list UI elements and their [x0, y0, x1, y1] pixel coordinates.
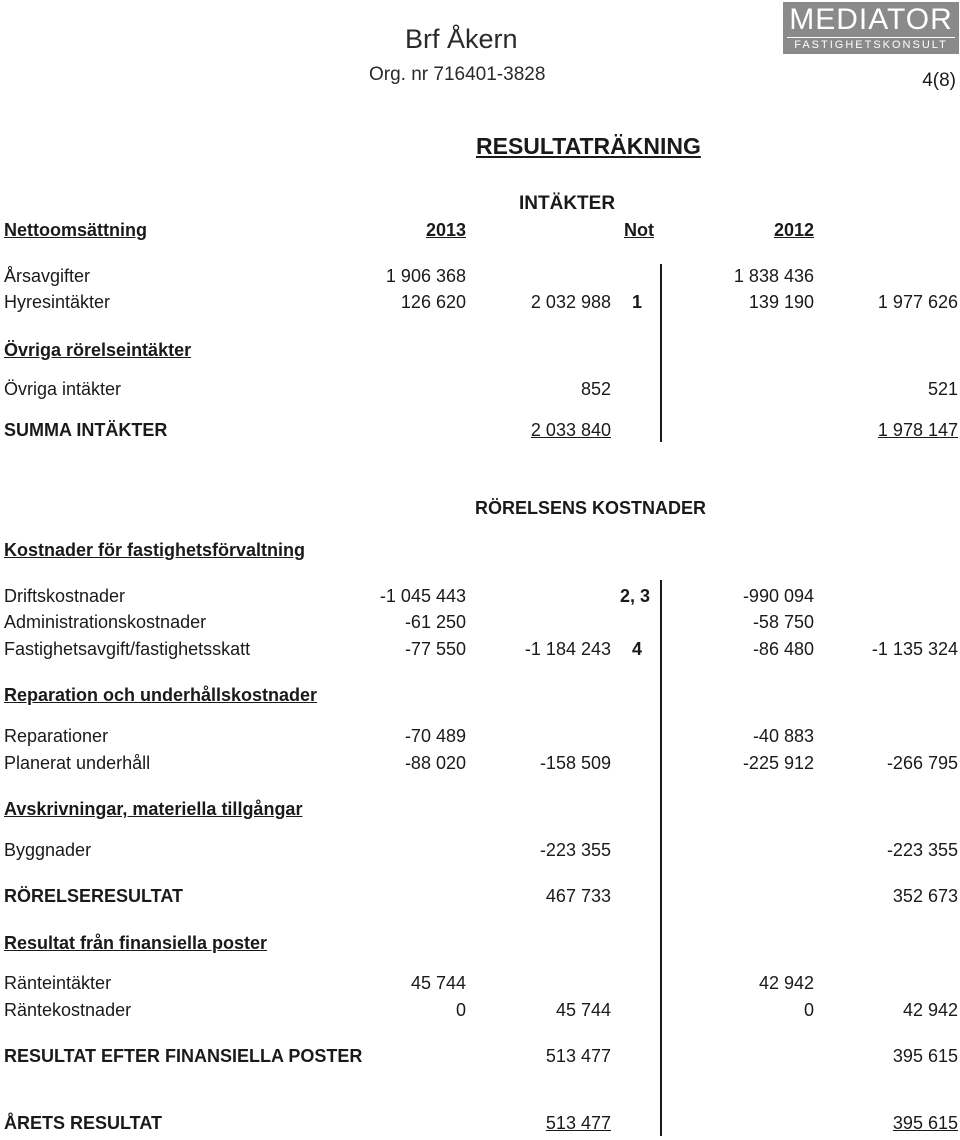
row-label: Driftskostnader [4, 586, 126, 606]
row-label: SUMMA INTÄKTER [4, 420, 168, 440]
table-row [0, 840, 960, 864]
value-2012: -990 094 [742, 586, 814, 606]
group-heading-ovriga-rorelseintakter: Övriga rörelseintäkter [4, 340, 192, 360]
section-heading-kostnader: RÖRELSENS KOSTNADER [475, 498, 707, 518]
value-2012: -225 912 [742, 753, 814, 773]
value-2012: -58 750 [752, 612, 814, 632]
organization-name: Brf Åkern [405, 24, 518, 54]
value-2013: -77 550 [404, 639, 466, 659]
logo-main-text: MEDIATOR [789, 3, 953, 36]
table-row [0, 586, 960, 610]
group-heading-avskrivningar: Avskrivningar, materiella tillgångar [4, 799, 303, 819]
value-2012: -86 480 [752, 639, 814, 659]
summary-row [0, 1046, 960, 1070]
table-row [0, 379, 960, 403]
row-label: Räntekostnader [4, 1000, 132, 1020]
row-label: Ränteintäkter [4, 973, 112, 993]
row-label: RESULTAT EFTER FINANSIELLA POSTER [4, 1046, 363, 1066]
total-2012: 521 [927, 379, 958, 399]
group-row [0, 799, 960, 823]
total-2012: 1 977 626 [877, 292, 958, 312]
total-2012: -223 355 [886, 840, 958, 860]
total-2013: 513 477 [545, 1113, 611, 1133]
value-2013: -61 250 [404, 612, 466, 632]
table-row [0, 973, 960, 997]
note-reference: 4 [632, 639, 643, 659]
mediator-logo [783, 2, 959, 54]
logo-sub-text: FASTIGHETSKONSULT [787, 37, 955, 51]
row-label: Byggnader [4, 840, 92, 860]
total-2013: 2 032 988 [530, 292, 611, 312]
group-row [0, 540, 960, 564]
value-2013: -1 045 443 [379, 586, 466, 606]
total-2012: -266 795 [886, 753, 958, 773]
value-2012: 139 190 [748, 292, 814, 312]
note-reference: 1 [632, 292, 643, 312]
total-2012: -1 135 324 [871, 639, 958, 659]
row-label: Fastighetsavgift/fastighetsskatt [4, 639, 251, 659]
total-2012: 395 615 [892, 1046, 958, 1066]
value-2013: 0 [455, 1000, 466, 1020]
total-2012: 1 978 147 [877, 420, 958, 440]
table-row [0, 639, 960, 663]
value-2012: 0 [803, 1000, 814, 1020]
summary-row [0, 886, 960, 910]
row-label: Övriga intäkter [4, 379, 122, 399]
value-2013: 45 744 [410, 973, 466, 993]
total-2013: 852 [580, 379, 611, 399]
organization-number: Org. nr 716401-3828 [369, 64, 546, 85]
column-header-not: Not [624, 220, 654, 240]
value-2012: 1 838 436 [733, 266, 814, 286]
table-row [0, 726, 960, 750]
table-row [0, 266, 960, 290]
group-heading-finansiella-poster: Resultat från finansiella poster [4, 933, 268, 953]
total-2013: -158 509 [539, 753, 611, 773]
page-number: 4(8) [922, 70, 956, 91]
document-title: RESULTATRÄKNING [476, 133, 701, 159]
total-2013: -223 355 [539, 840, 611, 860]
group-heading-reparation-underhall: Reparation och underhållskostnader [4, 685, 318, 705]
section-heading-intakter: INTÄKTER [519, 193, 616, 214]
total-2012: 42 942 [902, 1000, 958, 1020]
group-row [0, 685, 960, 709]
intakter-column-header-row [0, 220, 960, 244]
row-label: ÅRETS RESULTAT [4, 1113, 162, 1133]
table-row [0, 753, 960, 777]
column-header-2013: 2013 [425, 220, 466, 240]
group-row [0, 340, 960, 364]
total-2012: 395 615 [892, 1113, 958, 1133]
row-label: Hyresintäkter [4, 292, 111, 312]
value-2013: -70 489 [404, 726, 466, 746]
row-label: RÖRELSERESULTAT [4, 886, 183, 906]
summary-row [0, 1113, 960, 1137]
table-row [0, 1000, 960, 1024]
total-2012: 352 673 [892, 886, 958, 906]
value-2012: 42 942 [758, 973, 814, 993]
group-heading-nettoomsattning: Nettoomsättning [4, 220, 147, 240]
total-2013: 45 744 [555, 1000, 611, 1020]
row-label: Årsavgifter [4, 266, 91, 286]
row-label: Administrationskostnader [4, 612, 207, 632]
group-heading-fastighetsforvaltning: Kostnader för fastighetsförvaltning [4, 540, 306, 560]
value-2012: -40 883 [752, 726, 814, 746]
value-2013: 126 620 [400, 292, 466, 312]
row-label: Reparationer [4, 726, 109, 746]
group-row [0, 933, 960, 957]
value-2013: -88 020 [404, 753, 466, 773]
note-reference: 2, 3 [620, 586, 651, 606]
total-2013: 467 733 [545, 886, 611, 906]
total-2013: 2 033 840 [530, 420, 611, 440]
total-2013: 513 477 [545, 1046, 611, 1066]
summary-row [0, 420, 960, 444]
value-2013: 1 906 368 [385, 266, 466, 286]
table-row [0, 612, 960, 636]
total-2013: -1 184 243 [524, 639, 611, 659]
table-row [0, 292, 960, 316]
row-label: Planerat underhåll [4, 753, 151, 773]
column-header-2012: 2012 [773, 220, 814, 240]
